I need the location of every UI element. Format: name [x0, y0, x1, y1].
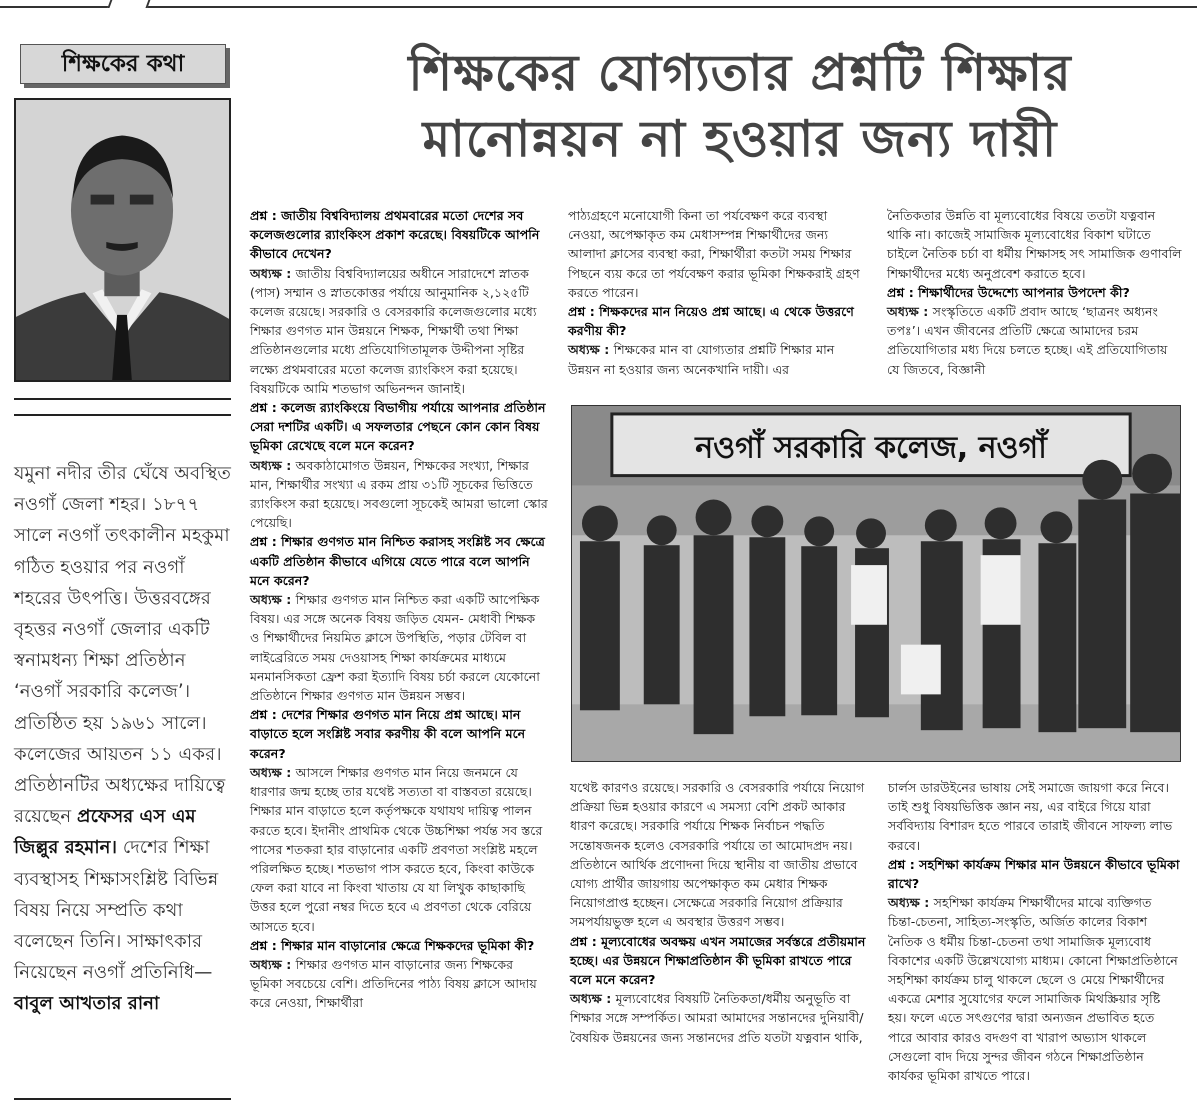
article-paragraph: পাঠ্যগ্রহণে মনোযোগী কিনা তা পর্যবেক্ষণ করে ব্যবস্থা নেওয়া, অপেক্ষাকৃত কম মেধাসম্পন্ন শিক্ষার্থীদের জন্য আলাদা ক্লাসের ব্যবস্থা করা, শিক্ষার্থীরা কতটা সময় শিক্ষার পিছনে ব্যয় করে তা পর্যবেক্ষণ করার ভূমিকা শিক্ষকরাই গ্রহণ করতে পারেন।	[568, 208, 860, 300]
article-paragraph: চার্লস ডারউইনের ভাষায় সেই সমাজে জায়গা করে নিবে। তাই শুধু বিষয়ভিত্তিক জ্ঞান নয়, এর বাইরে গিয়ে যারা সর্ববিদ্যায় বিশারদ হতে পারবে তারাই জীবনে সাফল্য লাভ করবে।	[888, 780, 1173, 853]
intro-text-after: দেশের শিক্ষা ব্যবস্থাসহ শিক্ষাসংশ্লিষ্ট বিভিন্ন বিষয় নিয়ে সম্প্রতি কথা বলেছেন তিনি। সাক্ষাৎকার নিয়েছেন নওগাঁ প্রতিনিধি—	[14, 837, 219, 984]
interview-answer	[570, 989, 870, 1047]
answer-text: অবকাঠামোগত উন্নয়ন, শিক্ষকের সংখ্যা, শিক্ষার মান, শিক্ষার্থীর সংখ্যা এ রকম প্রায় ৩১টি সূচকের ভিত্তিতে র‌্যাংকিংস করা হয়েছে। সবগুলো সূচকেই আমরা ভালো স্কোর পেয়েছি।	[250, 457, 548, 531]
headline-line-2: মানোন্নয়ন না হওয়ার জন্য দায়ী	[422, 110, 1058, 168]
interview-question: প্রশ্ন : শিক্ষার মান বাড়ানোর ক্ষেত্রে শিক্ষকদের ভূমিকা কী?	[250, 937, 535, 953]
interview-answer	[250, 456, 548, 533]
principal-name: প্রফেসর এস এম জিল্লুর রহমান।	[14, 806, 196, 859]
interview-question: প্রশ্ন : মূল্যবোধের অবক্ষয় এখন সমাজের সর্বস্তরে প্রতীয়মান হচ্ছে। এর উন্নয়নে শিক্ষাপ্রতিষ্ঠান কী ভূমিকা রাখতে পারে বলে মনে করেন?	[570, 933, 866, 988]
answer-speaker-label: অধ্যক্ষ :	[570, 991, 616, 1007]
college-sign-text: নওগাঁ সরকারি কলেজ, নওগাঁ	[695, 430, 1047, 466]
answer-speaker-label: অধ্যক্ষ :	[250, 764, 296, 780]
headline-line-1: শিক্ষকের যোগ্যতার প্রশ্নটি শিক্ষার	[408, 44, 1072, 102]
interview-answer	[250, 763, 548, 936]
college-group-photo	[571, 405, 1181, 762]
answer-text: শিক্ষকের মান বা যোগ্যতার প্রশ্নটি শিক্ষার মান উন্নয়ন না হওয়ার জন্য অনেকখানি দায়ী। এর	[568, 342, 835, 377]
interview-question: প্রশ্ন : জাতীয় বিশ্ববিদ্যালয় প্রথমবারের মতো দেশের সব কলেজগুলোর র‌্যাংকিংস প্রকাশ করেছে। বিষয়টিকে আপনি কীভাবে দেখেন?	[250, 208, 540, 262]
interview-question: প্রশ্ন : সহশিক্ষা কার্যক্রম শিক্ষার মান উন্নয়নে কীভাবে ভূমিকা রাখে?	[888, 856, 1180, 892]
interview-question: প্রশ্ন : শিক্ষার্থীদের উদ্দেশ্যে আপনার উপদেশ কী?	[887, 284, 1130, 300]
interview-question: প্রশ্ন : দেশের শিক্ষার গুণগত মান নিয়ে প্রশ্ন আছে। মান বাড়াতে হলে সংশ্লিষ্ট সবার করণীয় কী বলে আপনি মনে করেন?	[250, 707, 526, 761]
interview-answer	[888, 893, 1182, 1085]
interview-answer	[250, 590, 548, 705]
article-column-3-top	[887, 206, 1182, 379]
answer-speaker-label: অধ্যক্ষ :	[888, 895, 934, 911]
answer-speaker-label: অধ্যক্ষ :	[568, 342, 614, 358]
answer-text: সহশিক্ষা কার্যক্রম শিক্ষার্থীদের মাঝে ব্যক্তিগত চিন্তা-চেতনা, সাহিত্য-সংস্কৃতি, অর্জিত কালের বিকাশ নৈতিক ও ধর্মীয় চিন্তা-চেতনা তথা সামাজিক মূল্যবোধ বিকাশের একটি উল্লেখযোগ্য মাধ্যম। কোনো শিক্ষাপ্রতিষ্ঠানে সহশিক্ষা কার্যক্রম চালু থাকলে ছেলে ও মেয়ে শিক্ষার্থীদের একত্রে মেশার সুযোগের ফলে সামাজিক মিথস্ক্রিয়ার সৃষ্টি হয়। ফলে এতে সৎগুণের দ্বারা অন্যজন প্রভাবিত হতে পারে আবার কারও বদগুণ বা খারাপ অভ্যাস থাকলে সেগুলো বাদ দিয়ে সুন্দর জীবন গঠনে শিক্ষাপ্রতিষ্ঠান কার্যকর ভূমিকা রাখতে পারে।	[888, 895, 1178, 1084]
section-tag: শিক্ষকের কথা	[20, 44, 226, 84]
reporter-byline: বাবুল আখতার রানা	[14, 993, 160, 1015]
answer-text: মূল্যবোধের বিষয়টি নৈতিকতা/ধর্মীয় অনুভূতি বা শিক্ষার সঙ্গে সম্পর্কিত। আমরা আমাদের সন্তানদের দুনিয়াবী/বৈষয়িক উন্নয়নের জন্য সন্তানদের প্রতি যতটা যত্নবান থাকি,	[570, 991, 864, 1045]
answer-text: শিক্ষার গুণগত মান বাড়ানোর জন্য শিক্ষকের ভূমিকা সবচেয়ে বেশি। প্রতিদিনের পাঠ্য বিষয় ক্লাসে আদায় করে নেওয়া, শিক্ষার্থীরা	[250, 956, 537, 1011]
article-column-3-bottom	[888, 778, 1182, 1085]
article-paragraph: যথেষ্ট কারণও রয়েছে। সরকারি ও বেসরকারি পর্যায়ে নিয়োগ প্রক্রিয়া ভিন্ন হওয়ার কারণে এ সমস্যা বেশি প্রকট আকার ধারণ করেছে। সরকারি পর্যায়ে শিক্ষক নির্বাচন পদ্ধতি সন্তোষজনক হলেও বেসরকারি পর্যায়ে তা আমোদপ্রদ নয়। প্রতিষ্ঠানে আর্থিক প্রণোদনা দিয়ে স্থানীয় বা জাতীয় প্রভাবে যোগ্য প্রার্থীর জায়গায় অপেক্ষাকৃত কম মেধার শিক্ষক নিয়োগপ্রাপ্ত হচ্ছেন। সেক্ষেত্রে সরকারি নিয়োগ প্রক্রিয়ার সমপর্যায়ভুক্ত হলে এ অবস্থার উত্তরণ সম্ভব।	[570, 780, 865, 930]
article-column-2-top	[568, 206, 868, 379]
top-notch	[107, 0, 152, 8]
answer-speaker-label: অধ্যক্ষ :	[887, 304, 933, 320]
answer-text: জাতীয় বিশ্ববিদ্যালয়ের অধীনে সারাদেশে স্নাতক (পাস) সম্মান ও স্নাতকোত্তর পর্যায়ে আনুমানিক ২,১২৫টি কলেজ রয়েছে। সরকারি ও বেসরকারি কলেজগুলোর মধ্যে শিক্ষার গুণগত মান উন্নয়নে শিক্ষক, শিক্ষার্থী তথা শিক্ষা প্রতিষ্ঠানগুলোর মধ্যে প্রতিযোগিতামূলক উদ্দীপনা সৃষ্টির লক্ষ্যে প্রথমবারের মতো কলেজ র‌্যাংকিংস করা হয়েছে। বিষয়টিকে আমি শতভাগ অভিনন্দন জানাই।	[250, 265, 537, 396]
answer-speaker-label: অধ্যক্ষ :	[250, 457, 296, 473]
article-column-1	[250, 206, 548, 1013]
answer-text: সংস্কৃতিতে একটি প্রবাদ আছে ‘ছাত্রনং অধ্যনং তপঃ’। এখন জীবনের প্রতিটি ক্ষেত্রে আমাদের চরম প্রতিযোগিতার মধ্য দিয়ে চলতে হচ্ছে। এই প্রতিযোগিতায় যে জিতবে, বিজ্ঞানী	[887, 304, 1168, 377]
interview-question: প্রশ্ন : শিক্ষার গুণগত মান নিশ্চিত করাসহ সংশ্লিষ্ট সব ক্ষেত্রে একটি প্রতিষ্ঠান কীভাবে এগিয়ে যেতে পারে বলে আপনি মনে করেন?	[250, 534, 545, 588]
left-column-rule	[14, 398, 231, 416]
answer-speaker-label: অধ্যক্ষ :	[250, 956, 296, 972]
top-rule	[0, 0, 1197, 8]
left-bottom-rule	[14, 1098, 231, 1108]
principal-portrait	[14, 98, 231, 382]
article-paragraph: নৈতিকতার উন্নতি বা মূল্যবোধের বিষয়ে ততটা যত্নবান থাকি না। কাজেই সামাজিক মূল্যবোধের বিকাশ ঘটাতে চাইলে নৈতিক চর্চা বা ধর্মীয় শিক্ষাসহ সৎ সামাজিক গুণাবলি শিক্ষার্থীদের মধ্যে অনুপ্রবেশ করাতে হবে।	[887, 208, 1182, 281]
interview-answer	[568, 340, 868, 378]
intro-text-before: যমুনা নদীর তীর ঘেঁষে অবস্থিত নওগাঁ জেলা শহর। ১৮৭৭ সালে নওগাঁ তৎকালীন মহকুমা গঠিত হওয়ার পর নওগাঁ শহরের উৎপত্তি। উত্তরবঙ্গের বৃহত্তর নওগাঁ জেলার একটি স্বনামধন্য শিক্ষা প্রতিষ্ঠান ‘নওগাঁ সরকারি কলেজ’। প্রতিষ্ঠিত হয় ১৯৬১ সালে। কলেজের আয়তন ১১ একর। প্রতিষ্ঠানটির অধ্যক্ষের দায়িত্বে রয়েছেন	[14, 463, 232, 828]
interview-answer	[250, 264, 548, 398]
interview-question: প্রশ্ন : শিক্ষকদের মান নিয়েও প্রশ্ন আছে। এ থেকে উত্তরণে করণীয় কী?	[568, 304, 854, 339]
article-column-2-bottom	[570, 778, 870, 1047]
answer-speaker-label: অধ্যক্ষ :	[250, 265, 296, 281]
answer-speaker-label: অধ্যক্ষ :	[250, 592, 296, 608]
interview-answer	[250, 955, 548, 1013]
answer-text: শিক্ষার গুণগত মান নিশ্চিত করা একটি আপেক্ষিক বিষয়। এর সঙ্গে অনেক বিষয় জড়িত যেমন- মেধাবী শিক্ষক ও শিক্ষার্থীদের নিয়মিত ক্লাসে উপস্থিতি, পড়ার টেবিল বা লাইব্রেরিতে সময় দেওয়াসহ শিক্ষা কার্যক্রমের মাধ্যমে মনমানসিকতা ফ্রেশ করা ইত্যাদি বিষয় চর্চা করলে যেকোনো প্রতিষ্ঠানে শিক্ষার গুণগত মান উন্নয়ন সম্ভব।	[250, 592, 540, 704]
intro-blurb	[14, 458, 236, 1020]
interview-answer	[887, 302, 1182, 379]
answer-text: আসলে শিক্ষার গুণগত মান নিয়ে জনমনে যে ধারণার জন্ম হচ্ছে তার যথেষ্ট সত্যতা বা বাস্তবতা রয়েছে। শিক্ষার মান বাড়াতে হলে কর্তৃপক্ষকে যথাযথ দায়িত্ব পালন করতে হবে। ইদানীং প্রাথমিক থেকে উচ্চশিক্ষা পর্যন্ত সব স্তরে পাসের শতকরা হার বাড়ানোর একটি প্রবণতা সংশ্লিষ্ট মহলে পরিলক্ষিত হচ্ছে। শতভাগ পাস করতে হবে, কিংবা কাউকে ফেল করা যাবে না কিংবা খাতায় যে যা লিখুক কাছাকাছি উত্তর হলে পুরো নম্বর দিতে হবে এ প্রবণতা থেকে বেরিয়ে আসতে হবে।	[250, 764, 543, 934]
headline	[300, 40, 1180, 172]
interview-question: প্রশ্ন : কলেজ র‌্যাংকিংয়ে বিভাগীয় পর্যায়ে আপনার প্রতিষ্ঠান সেরা দশটির একটি। এ সফলতার পেছনে কোন কোন বিষয় ভূমিকা রেখেছে বলে মনে করেন?	[250, 400, 546, 454]
